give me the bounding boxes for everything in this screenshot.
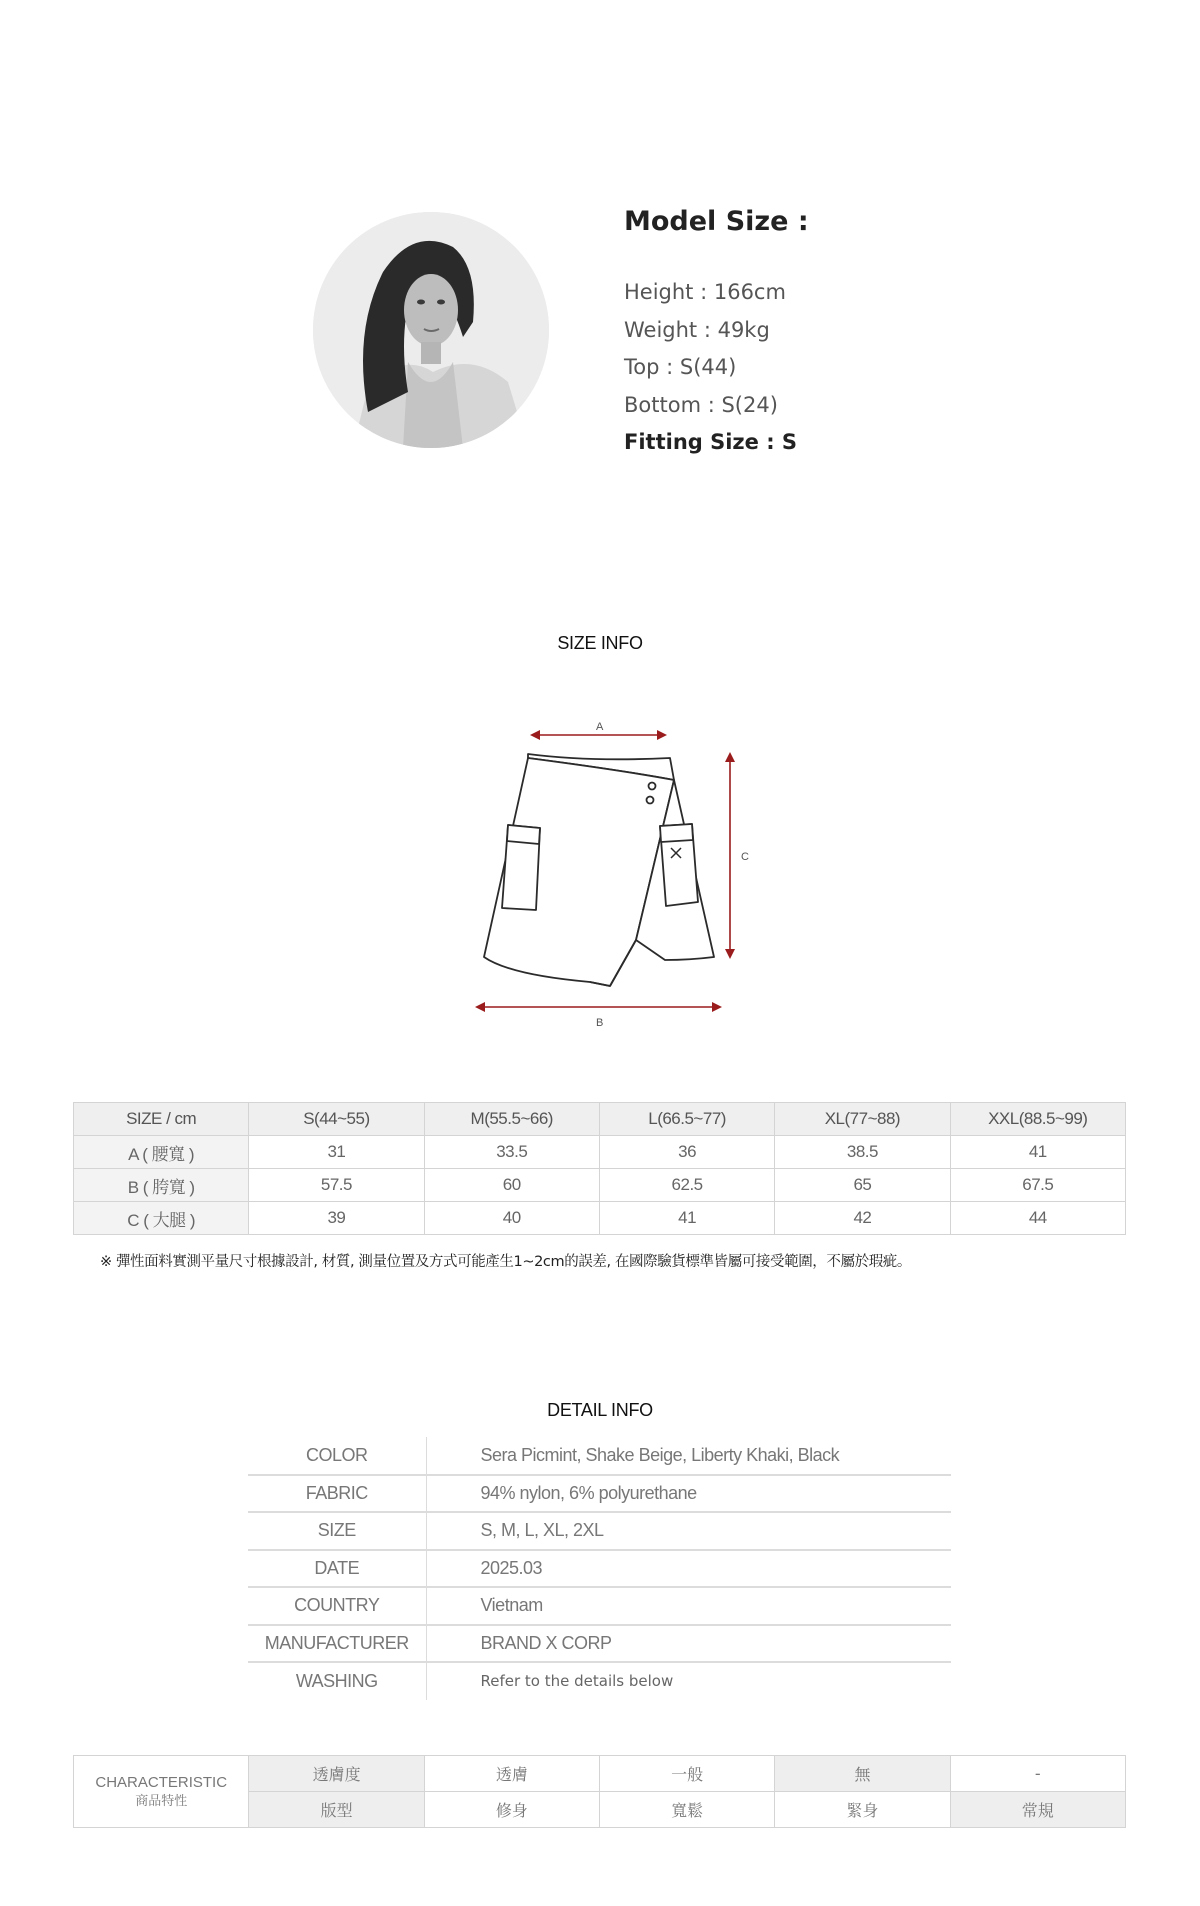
model-weight: Weight : 49kg <box>624 317 770 342</box>
characteristic-option: 緊身 <box>775 1792 950 1828</box>
size-cell: 67.5 <box>950 1169 1125 1202</box>
characteristic-row-label: 透膚度 <box>249 1756 424 1792</box>
characteristic-option: 透膚 <box>424 1756 599 1792</box>
size-info-title: SIZE INFO <box>557 633 643 653</box>
characteristic-row-label: 版型 <box>249 1792 424 1828</box>
model-fitting-size: Fitting Size : S <box>624 430 798 454</box>
characteristic-option: 一般 <box>600 1756 775 1792</box>
size-cell: 39 <box>249 1202 424 1235</box>
table-row <box>74 1756 1126 1792</box>
characteristic-option: 寬鬆 <box>600 1792 775 1828</box>
model-photo <box>313 212 549 448</box>
size-header-cell: M(55.5~66) <box>424 1103 599 1136</box>
size-cell: 36 <box>599 1136 774 1169</box>
characteristic-label: CHARACTERISTIC <box>95 1773 228 1791</box>
table-row <box>74 1202 1126 1235</box>
model-bottom-size: Bottom : S(24) <box>624 392 778 417</box>
size-header-cell: XXL(88.5~99) <box>950 1103 1125 1136</box>
detail-label-size: SIZE <box>248 1512 426 1550</box>
diagram-label-c: C <box>741 851 749 863</box>
size-header-cell: S(44~55) <box>249 1103 424 1136</box>
characteristic-option: - <box>950 1756 1125 1792</box>
size-cell: 41 <box>599 1202 774 1235</box>
table-row <box>248 1475 951 1513</box>
characteristic-sublabel: 商品特性 <box>135 1793 188 1809</box>
diagram-label-b: B <box>596 1017 604 1029</box>
table-row <box>248 1512 951 1550</box>
size-cell: 62.5 <box>599 1169 774 1202</box>
detail-label-manufacturer: MANUFACTURER <box>248 1625 426 1663</box>
detail-value-country: Vietnam <box>426 1587 951 1625</box>
table-row <box>248 1625 951 1663</box>
characteristic-heading <box>74 1756 249 1828</box>
size-disclaimer-note: ※ 彈性面料實測平量尺寸根據設計, 材質, 測量位置及方式可能產生1~2cm的誤差, 在國際驗貨標準皆屬可接受範圍，不屬於瑕疵。 <box>100 1254 912 1270</box>
size-cell: 33.5 <box>424 1136 599 1169</box>
table-row <box>248 1550 951 1588</box>
detail-label-washing: WASHING <box>248 1662 426 1700</box>
table-row <box>248 1662 951 1700</box>
size-cell: 31 <box>249 1136 424 1169</box>
size-cell: 41 <box>950 1136 1125 1169</box>
characteristic-option-selected: 常規 <box>950 1792 1125 1828</box>
table-row <box>248 1587 951 1625</box>
model-portrait-image <box>313 212 549 448</box>
size-header-cell: XL(77~88) <box>775 1103 950 1136</box>
size-cell: 38.5 <box>775 1136 950 1169</box>
characteristic-option: 修身 <box>424 1792 599 1828</box>
size-row-label: A ( 腰寬 ) <box>74 1136 249 1169</box>
model-height: Height : 166cm <box>624 280 786 304</box>
size-header-cell: L(66.5~77) <box>599 1103 774 1136</box>
diagram-label-a: A <box>596 721 604 733</box>
size-diagram <box>460 710 760 1030</box>
detail-value-washing: Refer to the details below <box>480 1672 674 1691</box>
size-header-cell: SIZE / cm <box>74 1103 249 1136</box>
skirt-diagram-image <box>460 710 760 1030</box>
size-row-label: B ( 胯寬 ) <box>74 1169 249 1202</box>
table-row <box>248 1437 951 1475</box>
detail-label-date: DATE <box>248 1550 426 1588</box>
detail-value-color: Sera Picmint, Shake Beige, Liberty Khaki, Black <box>426 1437 951 1475</box>
detail-label-fabric: FABRIC <box>248 1475 426 1513</box>
detail-info-title: DETAIL INFO <box>547 1400 653 1420</box>
characteristic-table <box>73 1755 1126 1828</box>
table-row <box>74 1169 1126 1202</box>
size-cell: 40 <box>424 1202 599 1235</box>
size-table <box>73 1102 1126 1235</box>
size-table-header <box>74 1103 1126 1136</box>
detail-value-size: S, M, L, XL, 2XL <box>426 1512 951 1550</box>
detail-value-manufacturer: BRAND X CORP <box>426 1625 951 1663</box>
size-cell: 42 <box>775 1202 950 1235</box>
detail-table <box>248 1437 951 1700</box>
model-size-details <box>624 274 797 462</box>
table-row <box>74 1136 1126 1169</box>
model-size-title: Model Size : <box>624 206 809 237</box>
model-top-size: Top : S(44) <box>624 355 737 379</box>
size-cell: 57.5 <box>249 1169 424 1202</box>
detail-label-country: COUNTRY <box>248 1587 426 1625</box>
size-cell: 65 <box>775 1169 950 1202</box>
detail-value-date: 2025.03 <box>426 1550 951 1588</box>
size-cell: 44 <box>950 1202 1125 1235</box>
detail-label-color: COLOR <box>248 1437 426 1475</box>
detail-value-fabric: 94% nylon, 6% polyurethane <box>426 1475 951 1513</box>
size-cell: 60 <box>424 1169 599 1202</box>
size-row-label: C ( 大腿 ) <box>74 1202 249 1235</box>
characteristic-option-selected: 無 <box>775 1756 950 1792</box>
